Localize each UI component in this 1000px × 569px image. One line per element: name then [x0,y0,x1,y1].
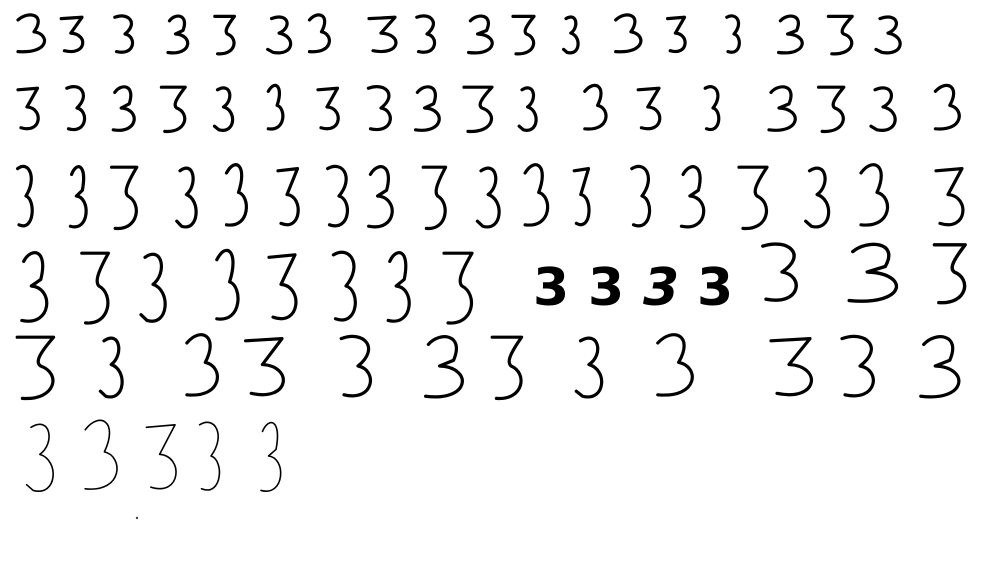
handwritten-three [261,423,281,492]
typed-three: 3 [533,258,570,318]
handwritten-three [246,339,284,395]
handwritten-three [215,88,233,130]
handwritten-three [388,253,409,322]
handwritten-three [771,339,811,395]
handwritten-three [658,335,692,395]
handwritten-three [200,422,220,490]
handwritten-three [779,16,803,53]
typed-three: 3 [643,258,680,318]
handwritten-three [444,253,472,323]
handwritten-three [17,337,53,398]
handwritten-three [513,16,534,53]
handwritten-three [333,252,355,320]
stray-dot [136,517,138,519]
handwritten-three [681,167,703,227]
handwritten-three [727,16,740,52]
handwritten-three [828,16,852,53]
typed-three: 3 [588,258,625,318]
handwritten-three [819,87,844,131]
handwritten-three [67,87,85,130]
handwritten-three [564,17,578,53]
handwritten-three [268,17,291,53]
handwritten-three [215,16,235,53]
handwritten-three [85,420,117,489]
handwritten-three [638,88,660,128]
handwritten-three [187,335,217,395]
handwritten-three [112,167,137,228]
handwritten-three [423,167,445,228]
handwritten-three [278,169,298,225]
handwritten-three [477,168,499,227]
handwritten-three [318,88,338,128]
handwritten-three [161,87,185,131]
handwritten-three [842,336,873,395]
handwritten-three [861,165,888,225]
handwritten-three [763,244,796,300]
typed-threes-group [533,258,733,318]
handwritten-three [146,425,176,489]
handwritten-three [18,15,45,52]
handwritten-three [935,85,959,129]
handwritten-three [18,166,33,225]
handwritten-three [739,167,767,228]
handwritten-three [177,168,196,227]
handwritten-three [806,168,829,227]
handwritten-three [936,169,963,225]
handwritten-three [22,253,47,322]
handwritten-three [310,15,330,52]
handwritten-three [368,87,390,130]
handwritten-three [416,87,440,130]
handwritten-three [632,166,650,225]
handwritten-three [341,336,370,395]
handwritten-three [525,165,548,225]
handwritten-three [115,16,133,52]
handwritten-three [576,338,601,397]
typed-three: 3 [697,258,734,318]
handwritten-three [934,245,965,303]
handwritten-three [70,167,86,227]
handwritten-three [921,337,959,397]
handwritten-three [574,169,589,225]
handwritten-threes-layer [17,15,965,491]
handwritten-three [18,88,38,128]
handwritten-three [227,165,247,225]
handwritten-three [61,17,83,51]
handwritten-three [871,88,895,130]
handwritten-three [519,88,536,130]
handwritten-three [217,250,238,319]
handwritten-three [268,85,283,129]
handwritten-three [369,17,396,51]
handwritten-three [113,87,134,130]
handwritten-three [769,87,795,130]
handwritten-three [492,337,521,398]
handwritten-three [876,17,900,53]
handwritten-three [426,337,463,397]
handwritten-three [417,16,435,52]
handwritten-three [616,15,641,52]
handwritten-three [369,167,393,227]
handwritten-three [141,254,165,321]
handwritten-three [464,87,492,131]
handwritten-three [82,253,109,323]
handwritten-three [469,16,493,53]
handwritten-three [100,338,122,397]
handwritten-three [705,87,719,130]
handwritten-three [328,166,348,225]
handwritten-three [27,424,54,491]
handwritten-three [585,85,606,129]
handwritten-three [269,255,296,319]
handwritten-three [849,244,896,301]
handwritten-three [168,16,188,53]
handwritten-three [668,17,686,51]
